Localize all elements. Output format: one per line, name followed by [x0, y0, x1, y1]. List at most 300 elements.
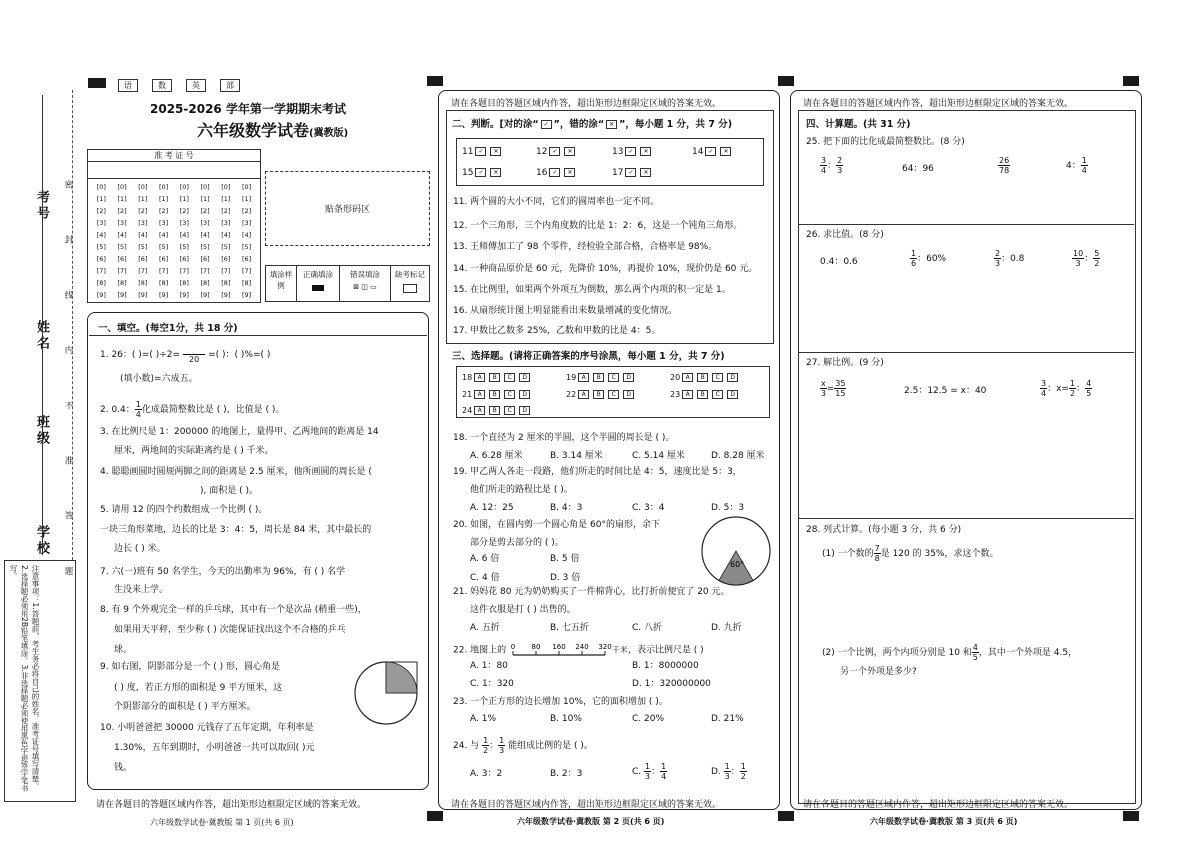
q28-1: (1) 一个数的 $\frac{7}{8}$ 是 120 的 35%，求这个数。	[822, 544, 999, 563]
q24-line: 24. 与 $\frac{1}{2}$ ： $\frac{1}{3}$ 能组成比例的是 ( )。	[453, 736, 593, 755]
judge-answer-item[interactable]	[536, 146, 577, 158]
option-bubble[interactable]: A	[578, 373, 589, 382]
barcode-label: 贴条形码区	[324, 205, 370, 215]
digit-bubble[interactable]: [9]	[117, 291, 127, 299]
digit-bubble[interactable]: [7]	[242, 267, 252, 275]
option-bubble[interactable]: C	[608, 390, 619, 399]
check-icon[interactable]: ✓	[475, 168, 486, 177]
q2-line	[100, 400, 284, 419]
question-number: 21	[462, 390, 473, 399]
option-text[interactable]: C. 5.14 厘米	[632, 451, 685, 461]
q19-line1: 19. 甲乙两人各走一段路，他们所走的时间比是 4：5，速度比是 5：3，	[453, 467, 742, 477]
cross-icon: ✕	[606, 120, 617, 129]
option-text[interactable]: C. 20%	[632, 714, 665, 724]
page-footer: 六年级数学试卷·冀教版 第 1 页(共 6 页)	[150, 818, 294, 827]
q25-b: 64：96	[902, 164, 934, 174]
q18: 18. 一个直径为 2 厘米的半圆，这个半圆的周长是 ( )。	[453, 433, 675, 443]
digit-bubble[interactable]: [4]	[159, 231, 169, 239]
digit-bubble[interactable]: [9]	[200, 291, 210, 299]
q24-option-c[interactable]: C. $\frac{1}{3}$ ： $\frac{1}{4}$	[632, 762, 667, 781]
option-text[interactable]: D. 九折	[711, 623, 742, 633]
digit-bubble[interactable]: [7]	[117, 267, 127, 275]
option-text[interactable]: A. 五折	[470, 623, 500, 633]
digit-bubble[interactable]: [2]	[221, 207, 231, 215]
q3-line2: 厘米，两地间的实际距离约是 ( ) 千米。	[114, 446, 274, 456]
digit-bubble[interactable]: [7]	[179, 267, 189, 275]
judge-answer-item[interactable]	[612, 146, 653, 158]
digit-bubble[interactable]: [8]	[221, 279, 231, 287]
q25-d: 4： $\frac{1}{4}$	[1066, 156, 1087, 175]
digit-bubble[interactable]: [3]	[221, 219, 231, 227]
digit-bubble[interactable]: [0]	[159, 183, 169, 191]
question-number: 13	[612, 147, 624, 157]
q24-text-a: 24. 与	[453, 741, 480, 751]
digit-bubble[interactable]: [7]	[159, 267, 169, 275]
admission-label: 准 考 证 号	[88, 150, 260, 162]
check-icon[interactable]: ✓	[705, 147, 716, 156]
q2-text-a: 2. 0.4：	[100, 405, 135, 415]
q25: 25. 把下面的比化成最简整数比。(8 分)	[806, 137, 965, 147]
digit-bubble[interactable]: [4]	[96, 231, 106, 239]
q27: 27. 解比例。(9 分)	[806, 358, 884, 368]
q28-2-text-b: ，其中一个外项是 4.5，	[978, 648, 1078, 658]
q23: 23. 一个正方形的边长增加 10%，它的面积增加 ( )。	[453, 697, 668, 707]
option-bubble[interactable]: C	[504, 390, 515, 399]
digit-bubble[interactable]: [2]	[96, 207, 106, 215]
q28-1-text-b: 是 120 的 35%，求这个数。	[880, 549, 999, 559]
digit-bubble[interactable]: [4]	[117, 231, 127, 239]
paper-title	[197, 118, 348, 141]
q1-line2: (填小数)=六成五。	[120, 374, 198, 384]
registration-mark	[1123, 76, 1139, 86]
choice-answer-item[interactable]	[462, 389, 532, 401]
digit-bubble[interactable]: [6]	[179, 255, 189, 263]
q25-a: $\frac{3}{4}$ ： $\frac{2}{3}$	[821, 156, 843, 175]
divider	[798, 518, 1134, 519]
option-text[interactable]: C. 3：4	[632, 503, 665, 513]
page-footer: 六年级数学试卷·冀教版 第 3 页(共 6 页)	[870, 817, 1018, 826]
q10-line3: 钱。	[114, 763, 133, 773]
digit-bubble[interactable]: [0]	[179, 183, 189, 191]
section2-heading-a: 二、判断。[对的涂“	[452, 119, 539, 130]
cross-icon[interactable]: ✕	[490, 168, 501, 177]
registration-mark	[88, 78, 106, 88]
digit-bubble[interactable]: [0]	[242, 183, 252, 191]
q8-line2: 如果用天平秤，至少称 ( ) 次能保证找出这个不合格的乒乓	[114, 625, 346, 635]
check-icon[interactable]: ✓	[625, 168, 636, 177]
q21-line1: 21. 妈妈花 80 元为奶奶购买了一件棉背心，比打折前便宜了 20 元。	[453, 587, 730, 597]
digit-bubble[interactable]: [0]	[96, 183, 106, 191]
seal-line	[72, 90, 73, 560]
option-text[interactable]: A. 6.28 厘米	[470, 451, 523, 461]
q22-text-a: 22. 地图上的	[453, 645, 507, 656]
digit-bubble[interactable]: [4]	[221, 231, 231, 239]
page-footer: 六年级数学试卷·冀教版 第 2 页(共 6 页)	[517, 817, 665, 826]
option-bubble[interactable]: C	[712, 390, 723, 399]
option-text[interactable]: B. 10%	[550, 714, 582, 724]
digit-bubble[interactable]: [8]	[159, 279, 169, 287]
check-icon[interactable]: ✓	[475, 147, 486, 156]
answer-notice: 请在各题目的答题区域内作答，超出矩形边框限定区域的答案无效。	[803, 800, 1074, 810]
digit-bubble[interactable]: [1]	[200, 195, 210, 203]
judge-answer-item[interactable]	[462, 146, 503, 158]
digit-bubble[interactable]: [4]	[179, 231, 189, 239]
q22-line	[453, 641, 704, 659]
q28-1-text-a: (1) 一个数的	[822, 549, 874, 559]
option-bubble[interactable]: A	[474, 373, 485, 382]
option-bubble[interactable]: B	[697, 390, 708, 399]
digit-bubble[interactable]: [5]	[179, 243, 189, 251]
digit-bubble[interactable]: [4]	[242, 231, 252, 239]
registration-mark	[427, 811, 443, 821]
option-text[interactable]: C. 1：320	[470, 679, 514, 689]
option-text[interactable]: C. 八折	[632, 623, 663, 633]
digit-bubble[interactable]: [6]	[96, 255, 106, 263]
subject-row	[118, 79, 240, 92]
option-text[interactable]: D. 21%	[711, 714, 744, 724]
scale-tick-label: 320	[598, 643, 612, 651]
digit-bubble[interactable]: [5]	[221, 243, 231, 251]
option-bubble[interactable]: D	[519, 373, 530, 382]
digit-bubble[interactable]: [3]	[96, 219, 106, 227]
option-bubble[interactable]: D	[519, 406, 530, 415]
exam-no-label: 考号	[34, 190, 49, 222]
digit-column	[201, 181, 210, 301]
option-text[interactable]: D. 3 倍	[550, 573, 581, 583]
cross-icon[interactable]: ✕	[720, 147, 731, 156]
choice-answer-item[interactable]	[566, 372, 636, 384]
option-text[interactable]: B. 5 倍	[550, 554, 580, 564]
q1-line1	[100, 345, 270, 364]
choice-answer-item[interactable]	[462, 405, 532, 417]
fill-line	[42, 95, 43, 555]
q26-c: $\frac{2}{3}$ ：0.8	[995, 249, 1025, 268]
question-number: 24	[462, 406, 473, 415]
q2-numerator: 1	[135, 400, 141, 409]
digit-bubble[interactable]: [2]	[179, 207, 189, 215]
digit-bubble[interactable]: [9]	[179, 291, 189, 299]
digit-bubble[interactable]: [5]	[242, 243, 252, 251]
scale-tick-label: 160	[552, 643, 566, 651]
check-icon: ✓	[541, 120, 552, 129]
subject-label: 英	[186, 79, 206, 92]
q9-figure	[353, 660, 419, 726]
q20-figure	[700, 515, 772, 587]
exam-title: 2025-2026 学年第一学期期末考试	[150, 102, 346, 116]
digit-bubble[interactable]: [6]	[242, 255, 252, 263]
option-bubble[interactable]: A	[682, 390, 693, 399]
digit-bubble[interactable]: [7]	[221, 267, 231, 275]
digit-bubble[interactable]: [7]	[96, 267, 106, 275]
digit-bubble[interactable]: [1]	[96, 195, 106, 203]
choice-answer-item[interactable]	[462, 372, 532, 384]
question-number: 15	[462, 168, 474, 178]
digit-bubble[interactable]: [2]	[242, 207, 252, 215]
digit-bubble[interactable]: [1]	[117, 195, 127, 203]
judge-answer-item[interactable]	[462, 167, 503, 179]
digit-bubble[interactable]: [3]	[159, 219, 169, 227]
digit-column	[97, 181, 106, 301]
q24-option-d[interactable]: D. $\frac{1}{3}$ ： $\frac{1}{2}$	[711, 762, 746, 781]
check-icon[interactable]: ✓	[549, 168, 560, 177]
option-bubble[interactable]: A	[474, 406, 485, 415]
missing-mark-box[interactable]	[403, 284, 417, 293]
answer-notice: 请在各题目的答题区域内作答，超出矩形边框限定区域的答案无效。	[96, 800, 367, 810]
subject-label: 语	[118, 79, 138, 92]
digit-bubble[interactable]: [9]	[159, 291, 169, 299]
question-number: 17	[612, 168, 624, 178]
digit-bubble[interactable]: [8]	[242, 279, 252, 287]
digit-bubble[interactable]: [9]	[242, 291, 252, 299]
scale-tick-label: 80	[531, 643, 541, 651]
notes-box	[4, 560, 76, 802]
option-bubble[interactable]: C	[504, 406, 515, 415]
section1-heading: 一、填空。(每空1分，共 18 分)	[98, 323, 238, 334]
q16: 16. 从扇形统计图上明显能看出来数量增减的变化情况。	[453, 306, 678, 316]
question-number: 18	[462, 373, 473, 382]
digit-bubble[interactable]: [3]	[242, 219, 252, 227]
answer-notice: 请在各题目的答题区域内作答，超出矩形边框限定区域的答案无效。	[451, 99, 722, 109]
choice-answer-item[interactable]	[566, 389, 636, 401]
q28-2-text-a: (2) 一个比例，两个内项分别是 10 和	[822, 648, 972, 658]
wrong-fill: 错误填涂 ⊠ ◫ ▭	[340, 266, 391, 301]
option-bubble[interactable]: D	[519, 390, 530, 399]
digit-bubble-grid[interactable]	[88, 179, 260, 303]
check-icon[interactable]: ✓	[625, 147, 636, 156]
judge-answer-item[interactable]	[536, 167, 577, 179]
q4-line2: ), 面积是 ( )。	[200, 486, 258, 496]
option-bubble[interactable]: A	[578, 390, 589, 399]
q27-a: $\frac{x}{3}$ = $\frac{35}{15}$	[820, 379, 846, 398]
digit-column	[221, 181, 230, 301]
question-number: 20	[670, 373, 681, 382]
digit-bubble[interactable]: [4]	[200, 231, 210, 239]
q2-text-b: 化成最简整数比是 ( )，比值是 ( )。	[141, 405, 285, 415]
option-text[interactable]: A. 12：25	[470, 503, 514, 513]
cross-icon[interactable]: ✕	[640, 168, 651, 177]
name-label: 姓名	[34, 320, 49, 352]
q7-line2: 生没来上学。	[114, 585, 169, 595]
digit-bubble[interactable]: [1]	[138, 195, 148, 203]
digit-bubble[interactable]: [9]	[138, 291, 148, 299]
digit-bubble[interactable]: [8]	[138, 279, 148, 287]
q21-line2: 这件衣服是打 ( ) 出售的。	[470, 605, 576, 615]
option-text[interactable]: D. 8.28 厘米	[711, 451, 765, 461]
digit-bubble[interactable]: [6]	[200, 255, 210, 263]
q24-option-b[interactable]: B. 2：3	[550, 769, 583, 779]
q24-text-b: 能组成比例的是 ( )。	[508, 741, 593, 751]
digit-bubble[interactable]: [5]	[96, 243, 106, 251]
digit-column	[118, 181, 127, 301]
q26-d: $\frac{10}{3}$ ： $\frac{5}{2}$	[1073, 249, 1100, 268]
divider	[798, 224, 1134, 225]
option-text[interactable]: C. 4 倍	[470, 573, 500, 583]
q27-b: 2.5：12.5 = x：40	[904, 386, 987, 396]
digit-bubble[interactable]: [6]	[221, 255, 231, 263]
option-bubble[interactable]: D	[727, 373, 738, 382]
q28-2: (2) 一个比例，两个内项分别是 10 和 $\frac{4}{5}$ ，其中一个外项是 4.5，	[822, 643, 1078, 662]
option-text[interactable]: A. 6 倍	[470, 554, 500, 564]
section2-heading-b: ”，错的涂“	[553, 119, 605, 130]
option-bubble[interactable]: B	[489, 390, 500, 399]
q9-line3: 个阴影部分的面积是 ( ) 平方厘米。	[114, 702, 256, 712]
q20-line1: 20. 如图，在圆内剪一个圆心角是 60°的扇形，余下	[453, 520, 660, 530]
digit-bubble[interactable]: [1]	[221, 195, 231, 203]
digit-bubble[interactable]: [5]	[138, 243, 148, 251]
correct-fill	[297, 266, 340, 301]
digit-column	[180, 181, 189, 301]
subject-label: 部	[220, 79, 240, 92]
digit-bubble[interactable]: [2]	[117, 207, 127, 215]
q8-line3: 球。	[114, 645, 133, 655]
option-bubble[interactable]: C	[712, 373, 723, 382]
divider	[798, 352, 1134, 353]
option-bubble[interactable]: B	[593, 390, 604, 399]
admission-grid	[87, 149, 261, 303]
q1-fraction	[183, 345, 205, 364]
cross-icon[interactable]: ✕	[564, 147, 575, 156]
fill-label: 填涂样例	[266, 266, 297, 301]
digit-bubble[interactable]: [9]	[221, 291, 231, 299]
q22-text-b: ，表示比例尺是 ( )	[627, 645, 704, 656]
option-bubble[interactable]: B	[489, 373, 500, 382]
q7-line1: 7. 六(一)班有 50 名学生，今天的出勤率为 96%，有 ( ) 名学	[100, 567, 346, 577]
digit-bubble[interactable]: [6]	[138, 255, 148, 263]
cross-icon[interactable]: ✕	[490, 147, 501, 156]
question-number: 16	[536, 168, 548, 178]
section2-heading-c: ”，每小题 1 分，共 7 分)	[619, 119, 733, 130]
digit-bubble[interactable]: [3]	[117, 219, 127, 227]
digit-bubble[interactable]: [0]	[138, 183, 148, 191]
option-text[interactable]: B. 4：3	[550, 503, 583, 513]
digit-bubble[interactable]: [6]	[159, 255, 169, 263]
digit-bubble[interactable]: [5]	[117, 243, 127, 251]
digit-bubble[interactable]: [3]	[138, 219, 148, 227]
option-text[interactable]: B. 七五折	[550, 623, 589, 633]
digit-bubble[interactable]: [1]	[242, 195, 252, 203]
digit-bubble[interactable]: [6]	[117, 255, 127, 263]
digit-bubble[interactable]: [2]	[200, 207, 210, 215]
digit-bubble[interactable]: [8]	[179, 279, 189, 287]
choice-answer-item[interactable]	[670, 372, 740, 384]
class-label: 班级	[34, 415, 49, 447]
digit-bubble[interactable]: [2]	[138, 207, 148, 215]
q6-line2: 边长 ( ) 米。	[114, 544, 166, 554]
digit-bubble[interactable]: [7]	[200, 267, 210, 275]
option-bubble[interactable]: C	[608, 373, 619, 382]
cross-icon[interactable]: ✕	[564, 168, 575, 177]
answer-notice: 请在各题目的答题区域内作答，超出矩形边框限定区域的答案无效。	[451, 800, 722, 810]
q13: 13. 王师傅加工了 98 个零件，经检验全部合格，合格率是 98%。	[453, 242, 718, 252]
judge-answer-item[interactable]	[612, 167, 653, 179]
digit-bubble[interactable]: [3]	[200, 219, 210, 227]
missing-mark	[391, 266, 429, 301]
option-bubble[interactable]: B	[697, 373, 708, 382]
q1-denominator: 20	[188, 355, 200, 364]
digit-bubble[interactable]: [0]	[200, 183, 210, 191]
q24-option-a[interactable]: A. 3：2	[470, 769, 503, 779]
option-bubble[interactable]: A	[682, 373, 693, 382]
question-number: 14	[692, 147, 704, 157]
question-number: 11	[462, 147, 474, 157]
option-text[interactable]: A. 1%	[470, 714, 496, 724]
choice-answer-item[interactable]	[670, 389, 740, 401]
check-icon[interactable]: ✓	[549, 147, 560, 156]
option-bubble[interactable]: D	[623, 390, 634, 399]
question-number: 23	[670, 390, 681, 399]
option-text[interactable]: B. 3.14 厘米	[550, 451, 603, 461]
q10-line2: 1.30%，五年到期时，小明爸爸一共可以取回( )元	[114, 743, 315, 753]
q5-line: 5. 请用 12 的四个约数组成一个比例 ( )。	[100, 505, 268, 515]
school-label: 学校	[34, 525, 49, 557]
question-number: 19	[566, 373, 577, 382]
option-text[interactable]: D. 1：320000000	[632, 679, 711, 689]
divider	[89, 335, 427, 336]
option-bubble[interactable]: C	[504, 373, 515, 382]
judge-answer-item[interactable]	[692, 146, 733, 158]
q20-line2: 部分是剪去部分的 ( )。	[470, 538, 564, 548]
option-bubble[interactable]: D	[727, 390, 738, 399]
paper-title-text: 六年级数学试卷	[197, 121, 310, 140]
option-text[interactable]: B. 1：8000000	[632, 661, 699, 671]
digit-bubble[interactable]: [1]	[179, 195, 189, 203]
digit-bubble[interactable]: [4]	[138, 231, 148, 239]
digit-bubble[interactable]: [5]	[159, 243, 169, 251]
digit-bubble[interactable]: [8]	[96, 279, 106, 287]
option-text[interactable]: D. 5：3	[711, 503, 745, 513]
digit-bubble[interactable]: [5]	[200, 243, 210, 251]
digit-column	[138, 181, 147, 301]
registration-mark	[778, 76, 794, 86]
q9-line2: ( ) 度，若正方形的面积是 9 平方厘米，这	[114, 683, 283, 693]
q2-fraction	[135, 400, 142, 419]
registration-mark	[778, 811, 794, 821]
digit-bubble[interactable]: [9]	[96, 291, 106, 299]
digit-bubble[interactable]: [0]	[221, 183, 231, 191]
option-bubble[interactable]: B	[489, 406, 500, 415]
q26-c-rest: ：0.8	[1001, 254, 1025, 264]
q25-c: $\frac{26}{78}$	[999, 156, 1010, 175]
option-bubble[interactable]: A	[474, 390, 485, 399]
q19-line2: 他们所走的路程比是 ( )。	[470, 485, 573, 495]
digit-bubble[interactable]: [8]	[117, 279, 127, 287]
digit-bubble[interactable]: [8]	[200, 279, 210, 287]
digit-bubble[interactable]: [7]	[138, 267, 148, 275]
q28: 28. 列式计算。(每小题 3 分，共 6 分)	[806, 525, 962, 535]
q28-2-line2: 另一个外项是多少?	[840, 667, 917, 677]
cross-icon[interactable]: ✕	[640, 147, 651, 156]
registration-mark	[427, 76, 443, 86]
scale-tick-label: 0	[510, 643, 516, 651]
section3-heading: 三、选择题。(请将正确答案的序号涂黑，每小题 1 分，共 7 分)	[452, 351, 725, 362]
question-number: 22	[566, 390, 577, 399]
scale-bar	[509, 641, 612, 659]
digit-bubble[interactable]: [0]	[117, 183, 127, 191]
answer-notice: 请在各题目的答题区域内作答，超出矩形边框限定区域的答案无效。	[803, 99, 1074, 109]
digit-column	[159, 181, 168, 301]
scale-unit: 千米	[611, 645, 628, 655]
digit-bubble[interactable]: [2]	[159, 207, 169, 215]
option-bubble[interactable]: D	[623, 373, 634, 382]
missing-mark-label: 缺考标记	[395, 270, 425, 279]
digit-bubble[interactable]: [1]	[159, 195, 169, 203]
digit-column	[242, 181, 251, 301]
q1-text-a: 1. 26：( )=( )÷2=	[100, 350, 181, 360]
digit-bubble[interactable]: [3]	[179, 219, 189, 227]
option-bubble[interactable]: B	[593, 373, 604, 382]
option-text[interactable]: A. 1：80	[470, 661, 508, 671]
paper-edition: (冀教版)	[309, 128, 349, 139]
